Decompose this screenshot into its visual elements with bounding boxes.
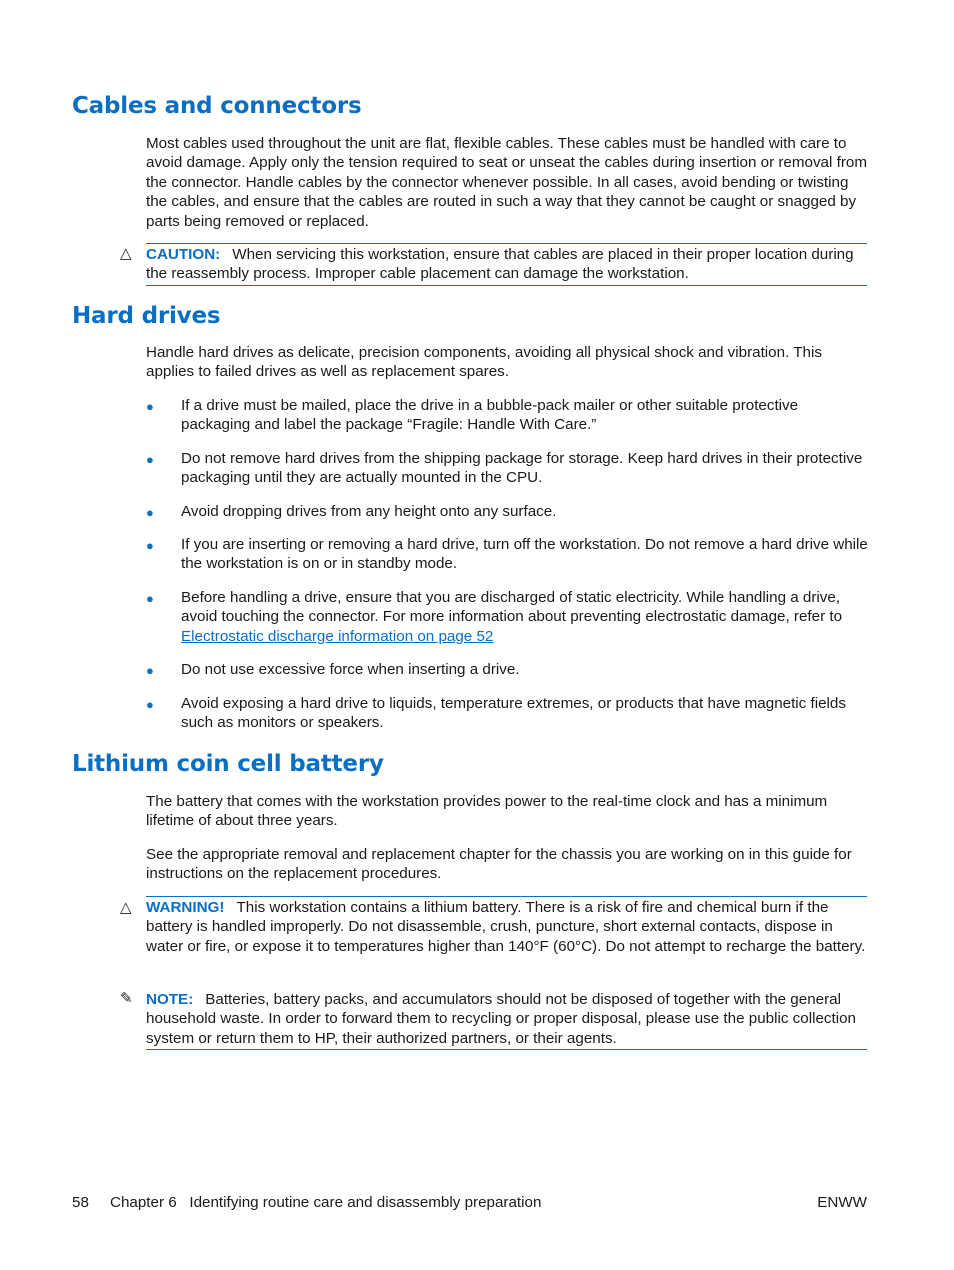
warning-notice [146,896,867,957]
battery-paragraph-1: The battery that comes with the workstation provides power to the real-time clock and has a minimum lifetime of about three years. [146,793,828,830]
heading-lithium-coin-cell-battery: Lithium coin cell battery [72,751,384,777]
bullet-icon: ● [146,697,154,712]
list-item [181,588,869,646]
warning-triangle-icon: △ [120,898,132,916]
caution-triangle-icon: △ [120,244,132,262]
list-item: Avoid exposing a hard drive to liquids, temperature extremes, or products that have magnetic fields such as monitors or speakers. [181,695,846,732]
battery-paragraph-2: See the appropriate removal and replacement chapter for the chassis you are working on in this guide for instructions on the replacement procedures. [146,846,852,883]
chapter-title: Chapter 6 Identifying routine care and disassembly preparation [110,1194,542,1211]
note-label: NOTE: [146,991,194,1008]
caution-label: CAUTION: [146,246,221,263]
list-item: Do not remove hard drives from the shipping package for storage. Keep hard drives in their protective packaging until they are actually mounted in the CPU. [181,450,863,487]
list-item: Avoid dropping drives from any height onto any surface. [181,503,557,520]
heading-cables-and-connectors: Cables and connectors [72,93,362,119]
bullet-icon: ● [146,591,154,606]
caution-text: When servicing this workstation, ensure that cables are placed in their proper location during the reassembly process. Improper cable placement can damage the workstation. [146,246,854,283]
list-item: If you are inserting or removing a hard drive, turn off the workstation. Do not remove a hard drive while the workstation is on or in standby mode. [181,536,868,573]
list-item: Do not use excessive force when inserting a drive. [181,661,520,678]
page-number: 58 [72,1194,89,1211]
bullet-icon: ● [146,452,154,467]
list-item: If a drive must be mailed, place the drive in a bubble-pack mailer or other suitable protective packaging and label the package “Fragile: Handle With Care.” [181,397,799,434]
cables-paragraph: Most cables used throughout the unit are flat, flexible cables. These cables must be handled with care to avoid damage. Apply only the tension required to seat or unseat the cables during insertion or removal from the connector. Handle cables by the connector whenever possible. In all cases, avoid bending or twisting the cables, and ensure that the cables are routed in such a way that they cannot be caught or snagged by parts being removed or replaced. [146,135,867,230]
bullet-icon: ● [146,505,154,520]
bullet-icon: ● [146,663,154,678]
caution-notice [146,243,867,286]
note-notice [146,989,867,1050]
note-pencil-icon: ✎ [120,989,133,1007]
hard-drives-intro: Handle hard drives as delicate, precision components, avoiding all physical shock and vibration. This applies to failed drives as well as replacement spares. [146,344,822,381]
footer-enww: ENWW [817,1194,867,1211]
warning-text: This workstation contains a lithium battery. There is a risk of fire and chemical burn if the battery is handled improperly. Do not disassemble, crush, puncture, short external contacts, dispose in water or fire, or expose it to temperatures higher than 140°F (60°C). Do not attempt to recharge the battery. [146,899,866,955]
bullet-icon: ● [146,399,154,414]
heading-hard-drives: Hard drives [72,303,221,329]
bullet-icon: ● [146,538,154,553]
warning-label: WARNING! [146,899,225,916]
note-text: Batteries, battery packs, and accumulators should not be disposed of together with the general household waste. In order to forward them to recycling or proper disposal, please use the public collection system or return them to HP, their authorized partners, or their agents. [146,991,856,1047]
list-item-text: Before handling a drive, ensure that you are discharged of static electricity. While handling a drive, avoid touching the connector. For more information about preventing electrostatic damage, refer to [181,589,843,626]
esd-info-link[interactable]: Electrostatic discharge information on page 52 [181,627,494,645]
